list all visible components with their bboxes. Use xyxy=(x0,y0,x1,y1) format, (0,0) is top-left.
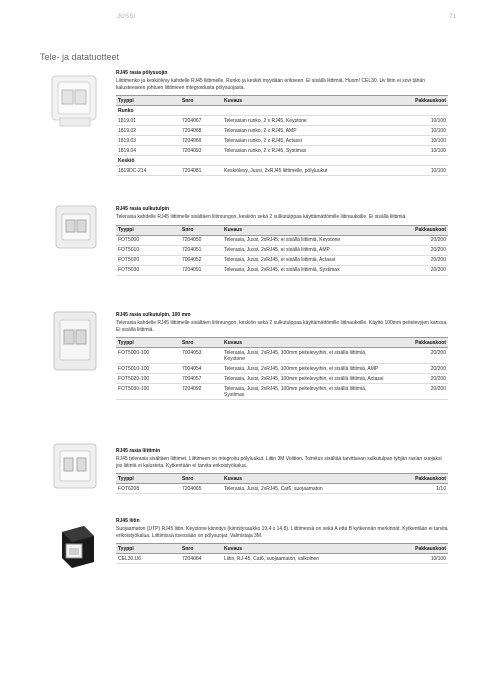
table-row xyxy=(116,374,448,384)
product-description: Telerasia kahdelle RJ45 liittimelle sisältäen liitinrungon, keskiön sekä 2 sulkutulppaa käyttämättömille liitinaukoille. Ei sisällä liittimiä. xyxy=(116,214,407,220)
product-description: RJ45 telerasia sisältäen liittimet. Liittimeen on integroitu pölyluukut. Liitin 3M Volition. Toimitus sisältää tarvittavan sulkutulpan tyhjän rasian suojaksi jos liitintä ei kalusteta. Kytkentään ei tarvita erikoistyökalua. xyxy=(116,456,442,469)
product-image xyxy=(40,438,108,498)
col-snro: Snro xyxy=(182,339,194,346)
group-label: Keskiö xyxy=(116,156,448,166)
table-row xyxy=(116,384,448,400)
cell-pack: 10/100 xyxy=(430,167,446,174)
col-type: Tyyppi xyxy=(118,475,134,482)
cell-desc: Liitin, RJ-45, Cat6, suojaamaton, valkoinen xyxy=(224,555,320,562)
table-row xyxy=(116,484,448,494)
product-description: Suojaamaton (UTP) RJ45 liitin. Keystone kiinnitys (kiinnitysaukko 19,4 x 14,8). Liittimessä on sekä A että B kytkennän merkinnät. Kytkentään ei tarvita erikoistyökalua. Liittimissä itsessään on pölysuojat. Valmistaja 3M. xyxy=(116,526,448,539)
product-image xyxy=(40,72,108,132)
cell-snro: 7204081 xyxy=(182,167,202,174)
table-row xyxy=(116,116,448,126)
cell-desc: Telerasian runko, 2 x RJ45, Actassi xyxy=(224,137,302,144)
product-description: Liittimenko ja keskiölevy kahdelle RJ45 liittimelle. Runko ja keskiö myydään erikseen. Ei sisällä liittimiä. Huom! CEL30. Uv liitin ei sovi tähän kalusteeseen johtuen liittimeen integroidusta pölysuojasta. xyxy=(116,78,426,91)
cell-desc: Telerasia, Jussi, 2xRJ45, ei sisällä liittimiä, Systimax xyxy=(224,267,340,273)
cell-type: 1819.02 xyxy=(118,127,137,134)
cell-type: FOT5020-100 xyxy=(118,375,150,382)
table-row xyxy=(116,364,448,374)
cell-snro: 7204093 xyxy=(182,147,202,154)
cell-snro: 7204091 xyxy=(182,267,202,273)
table-row xyxy=(116,166,448,176)
cell-desc: Telerasia, Jussi, 2xRJ45, 100mm peitelevyihin, ei sisällä liittimiä, Actassi xyxy=(224,375,384,382)
table-row xyxy=(116,235,448,245)
cell-pack: 20/200 xyxy=(430,247,446,253)
table-group-row xyxy=(116,156,448,166)
cell-snro: 7204069 xyxy=(182,137,202,144)
col-pack: Pakkauskoot xyxy=(415,97,446,104)
cell-type: 1819.03 xyxy=(118,137,137,144)
cell-pack: 20/200 xyxy=(430,349,446,356)
cell-pack: 20/200 xyxy=(430,375,446,382)
cell-snro: 7204064 xyxy=(182,555,202,562)
cell-pack: 10/100 xyxy=(430,117,446,124)
cell-desc: Telerasia, Jussi, 2xRJ45, ei sisällä liittimiä, Keystone xyxy=(224,237,341,243)
cell-desc: Keskiölevy, Jussi, 2xRJ45 liittimelle, pölyluukut xyxy=(224,167,328,174)
cell-pack: 10/100 xyxy=(430,127,446,134)
col-desc: Kuvaus xyxy=(224,97,243,104)
group-label: Runko xyxy=(116,106,448,116)
cell-type: CEL30.U6 xyxy=(118,555,142,562)
table-group-row xyxy=(116,106,448,116)
cell-snro: 7204067 xyxy=(182,117,202,124)
col-snro: Snro xyxy=(182,475,194,482)
table-header-row xyxy=(116,96,448,106)
col-snro: Snro xyxy=(182,545,194,552)
cell-desc: Telerasia, Jussi, 2xRJ45, 100mm peitelevyihin, ei sisällä liittimiä, AMP xyxy=(224,365,379,372)
cell-type: 1819.04 xyxy=(118,147,137,154)
cell-type: FOT5000 xyxy=(118,237,140,243)
col-type: Tyyppi xyxy=(118,97,134,104)
col-desc: Kuvaus xyxy=(224,227,243,233)
cell-pack: 20/200 xyxy=(430,257,446,263)
col-type: Tyyppi xyxy=(118,545,134,552)
table-row xyxy=(116,554,448,564)
header-brand: JUSSI xyxy=(117,14,136,20)
table-row xyxy=(116,245,448,255)
col-type: Tyyppi xyxy=(118,227,134,233)
cell-snro: 7204051 xyxy=(182,247,202,253)
cell-desc: Telerasia, Jussi, 2xRJ45, ei sisällä liittimiä, Actassi xyxy=(224,257,336,263)
cell-type: FOT5010 xyxy=(118,247,140,253)
cell-type: FOT5020 xyxy=(118,257,140,263)
cell-desc: Telerasia, Jussi, 2xRJ45, ei sisällä liittimiä, AMP xyxy=(224,247,330,253)
cell-snro: 7204050 xyxy=(182,237,202,243)
product-title: RJ45 rasia sulkutulpin, 100 mm xyxy=(116,312,191,318)
cell-type: FOT5000-100 xyxy=(118,349,150,356)
page-number: 71 xyxy=(449,14,456,20)
cell-snro: 7204092 xyxy=(182,385,202,392)
cell-desc: Telerasia, Jussi, 2xRJ45, 100mm peitelevyihin, ei sisällä liittimiä, Systimax xyxy=(224,385,367,398)
table-row xyxy=(116,255,448,265)
product-image xyxy=(40,308,108,368)
cell-pack: 1/10 xyxy=(436,485,446,492)
col-pack: Pakkauskoot xyxy=(415,227,446,233)
table-header-row xyxy=(116,544,448,554)
table-row xyxy=(116,146,448,156)
cell-snro: 7004052 xyxy=(182,257,202,263)
product-title: RJ45 liitin xyxy=(116,518,140,524)
product-image xyxy=(40,200,108,260)
col-desc: Kuvaus xyxy=(224,545,243,552)
col-snro: Snro xyxy=(182,227,194,233)
cell-type: FOT5030-100 xyxy=(118,385,150,392)
product-title: RJ45 rasia sulkutulpin xyxy=(116,206,170,212)
cell-desc: Telerasian runko, 2 x RJ45, Keystone xyxy=(224,117,307,124)
cell-type: 1819.01 xyxy=(118,117,137,124)
cell-type: FOT6208 xyxy=(118,485,140,492)
product-title: RJ45 rasia liittimin xyxy=(116,448,161,454)
cell-pack: 10/100 xyxy=(430,137,446,144)
cell-type: FOT5030 xyxy=(118,267,140,273)
section-title: Tele- ja datatuotteet xyxy=(40,52,120,62)
cell-snro: 7004054 xyxy=(182,365,202,372)
col-type: Tyyppi xyxy=(118,339,134,346)
cell-type: 1819DC-214 xyxy=(118,167,147,174)
cell-snro: 7204065 xyxy=(182,485,202,492)
cell-type: FOT5010-100 xyxy=(118,365,150,372)
cell-pack: 10/100 xyxy=(430,555,446,562)
col-pack: Pakkauskoot xyxy=(415,339,446,346)
product-table xyxy=(116,473,448,494)
product-description: Telerasia kahdelle RJ45 liittimelle sisältäen liitinrungon, keskiön sekä 2 sulkutulppaa käyttämättömille liitinaukoille. Käyttö 100mm peitelevyjen kanssa. Ei sisällä liittimiä. xyxy=(116,320,448,333)
product-table xyxy=(116,337,448,400)
cell-pack: 10/100 xyxy=(430,147,446,154)
table-header-row xyxy=(116,338,448,348)
col-snro: Snro xyxy=(182,97,194,104)
cell-snro: 7004057 xyxy=(182,375,202,382)
cell-snro: 7004053 xyxy=(182,349,202,356)
cell-pack: 20/200 xyxy=(430,365,446,372)
product-title: RJ45 rasia pölysuojin xyxy=(116,70,168,76)
table-header-row xyxy=(116,474,448,484)
cell-pack: 20/200 xyxy=(430,267,446,273)
table-row xyxy=(116,265,448,275)
product-table xyxy=(116,95,448,176)
table-row xyxy=(116,136,448,146)
cell-pack: 20/200 xyxy=(430,385,446,392)
cell-snro: 7204068 xyxy=(182,127,202,134)
table-row xyxy=(116,126,448,136)
table-header-row xyxy=(116,225,448,235)
cell-pack: 20/200 xyxy=(430,237,446,243)
col-desc: Kuvaus xyxy=(224,475,243,482)
col-pack: Pakkauskoot xyxy=(415,545,446,552)
product-table xyxy=(116,225,448,276)
product-image xyxy=(40,518,108,578)
product-table xyxy=(116,543,448,564)
col-desc: Kuvaus xyxy=(224,339,243,346)
table-row xyxy=(116,348,448,364)
col-pack: Pakkauskoot xyxy=(415,475,446,482)
cell-desc: Telerasian runko, 2 x RJ45, Systimax xyxy=(224,147,307,154)
cell-desc: Telerasia, Jussi, 2xRJ45, Cat6, suojaamaton xyxy=(224,485,323,492)
cell-desc: Telerasian runko, 2 x RJ45, AMP xyxy=(224,127,297,134)
cell-desc: Telerasia, Jussi, 2xRJ45, 100mm peitelevyihin, ei sisällä liittimiä, Keystone xyxy=(224,349,367,362)
